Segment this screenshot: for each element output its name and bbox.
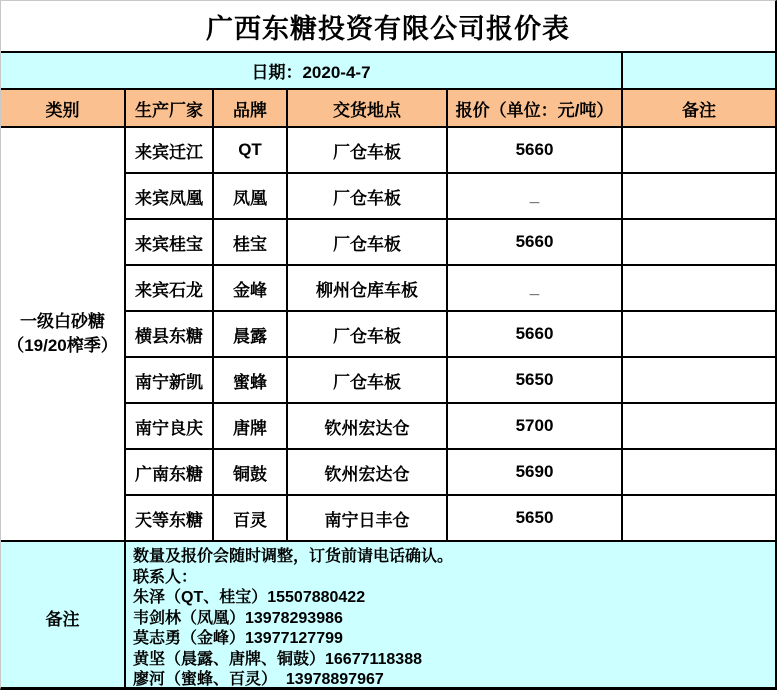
table-row <box>126 266 775 312</box>
price-cell: 5660 <box>448 220 623 264</box>
remark-line: 数量及报价会随时调整，订货前请电话确认。 <box>133 548 454 565</box>
delivery-cell: 厂仓车板 <box>288 358 448 402</box>
date-value: 日期：2020-4-7 <box>1 53 623 88</box>
delivery-cell: 厂仓车板 <box>288 128 448 172</box>
delivery-cell: 厂仓车板 <box>288 220 448 264</box>
table-row <box>126 404 775 450</box>
category-line1: 一级白砂糖 <box>20 312 105 331</box>
brand-cell: 凤凰 <box>214 174 288 218</box>
factory-cell: 横县东糖 <box>126 312 214 356</box>
remark-line: 朱泽（QT、桂宝）15507880422 <box>133 589 366 606</box>
factory-cell: 南宁良庆 <box>126 404 214 448</box>
header-delivery: 交货地点 <box>288 90 448 126</box>
factory-cell: 来宾迁江 <box>126 128 214 172</box>
price-cell: 5660 <box>448 312 623 356</box>
note-cell <box>623 220 775 264</box>
note-cell <box>623 358 775 402</box>
price-cell: 5660 <box>448 128 623 172</box>
brand-cell: 铜鼓 <box>214 450 288 494</box>
table-row <box>126 220 775 266</box>
category-line2: （19/20榨季） <box>7 336 118 355</box>
note-cell <box>623 312 775 356</box>
factory-cell: 来宾石龙 <box>126 266 214 310</box>
factory-cell: 南宁新凯 <box>126 358 214 402</box>
table-header-row <box>1 90 775 128</box>
page-title: 广西东糖投资有限公司报价表 <box>1 1 775 53</box>
remark-line: 莫志勇（金峰）13977127799 <box>133 630 343 647</box>
factory-cell: 来宾凤凰 <box>126 174 214 218</box>
table-row <box>126 312 775 358</box>
remark-line: 联系人： <box>133 568 198 586</box>
remark-label: 备注 <box>1 542 126 690</box>
table-row <box>126 174 775 220</box>
header-note: 备注 <box>682 100 716 120</box>
brand-cell: 晨露 <box>214 312 288 356</box>
factory-cell: 天等东糖 <box>126 496 214 540</box>
delivery-cell: 钦州宏达仓 <box>288 450 448 494</box>
header-factory: 生产厂家 <box>126 90 214 126</box>
note-cell <box>623 450 775 494</box>
note-cell <box>623 404 775 448</box>
rows-column <box>126 128 775 540</box>
delivery-cell: 厂仓车板 <box>288 174 448 218</box>
delivery-cell: 南宁日丰仓 <box>288 496 448 540</box>
delivery-cell: 柳州仓库车板 <box>288 266 448 310</box>
header-price: 报价（单位：元/吨） <box>448 90 623 126</box>
category-cell <box>1 128 126 540</box>
date-row-spacer <box>623 53 775 88</box>
price-cell: _ <box>448 266 623 310</box>
remark-row <box>1 542 775 690</box>
table-row <box>126 450 775 496</box>
factory-cell: 来宾桂宝 <box>126 220 214 264</box>
table-row <box>126 358 775 404</box>
date-row <box>1 53 775 90</box>
price-cell: 5650 <box>448 358 623 402</box>
price-cell: 5690 <box>448 450 623 494</box>
note-cell <box>623 174 775 218</box>
factory-cell: 广南东糖 <box>126 450 214 494</box>
brand-cell: 金峰 <box>214 266 288 310</box>
remark-line: 韦剑林（凤凰）13978293986 <box>133 609 343 627</box>
brand-cell: 桂宝 <box>214 220 288 264</box>
note-cell <box>623 496 775 540</box>
header-category: 类别 <box>1 90 126 126</box>
table-row <box>126 496 775 540</box>
remark-content <box>126 542 775 690</box>
note-cell <box>623 128 775 172</box>
brand-cell: 蜜蜂 <box>214 358 288 402</box>
delivery-cell: 厂仓车板 <box>288 312 448 356</box>
note-cell <box>623 266 775 310</box>
price-cell: 5700 <box>448 404 623 448</box>
table-body <box>1 128 775 542</box>
brand-cell: 唐牌 <box>214 404 288 448</box>
brand-cell: QT <box>214 128 288 172</box>
remark-line: 廖河（蜜蜂、百灵） 13978897967 <box>133 671 384 688</box>
delivery-cell: 钦州宏达仓 <box>288 404 448 448</box>
remark-line: 黄坚（晨露、唐牌、铜鼓）16677118388 <box>133 650 423 668</box>
header-brand: 品牌 <box>214 90 288 126</box>
table-row <box>126 128 775 174</box>
price-cell: _ <box>448 174 623 218</box>
price-cell: 5650 <box>448 496 623 540</box>
brand-cell: 百灵 <box>214 496 288 540</box>
